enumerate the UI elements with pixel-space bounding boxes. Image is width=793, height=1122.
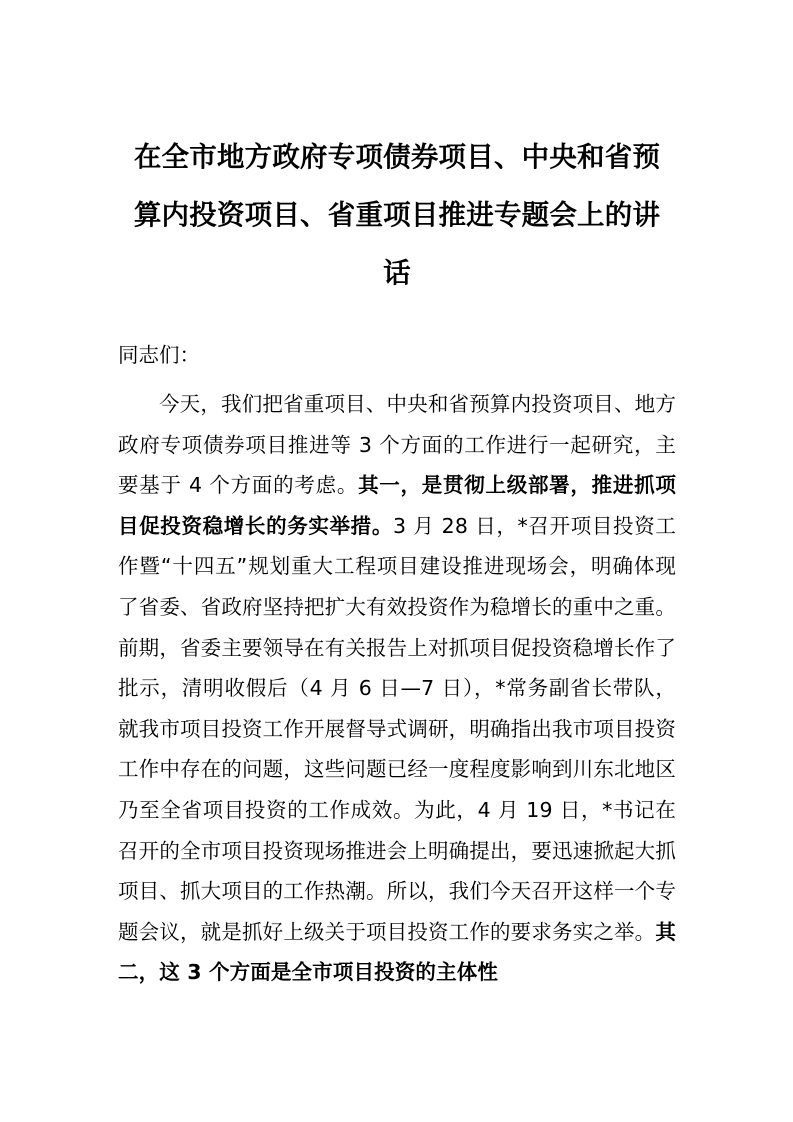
salutation: 同志们： — [118, 343, 200, 367]
title-line-2: 算内投资项目、省重项目推进专题会上的讲 — [133, 199, 661, 231]
document-page — [118, 128, 676, 993]
title-line-1: 在全市地方政府专项债券项目、中央和省预 — [133, 141, 661, 173]
paragraph-emphasis-segment: 其一，是贯彻上级部署，推进抓项目促投资稳增长的务实举措。 — [118, 473, 677, 538]
title-line-3: 话 — [383, 257, 411, 289]
paragraph-emphasis-segment: 其二，这 3 个方面是全市项目投资的主体性 — [118, 919, 676, 985]
paragraph-text-segment: 3 月 28 日，*召开项目投资工作暨“十四五”规划重大工程项目建设推进现场会，明确体现了省委、省政府坚持把扩大有效投资作为稳增长的重中之重。前期，省委主要领导在有关报告上对抓项目促投资稳增长作了批示，清明收假后（4 月 6 日—7 日），*常务副省长带队，就我市项目投资工作开展督导式调研，明确指出我市项目投资工作中存在的问题，这些问题已经一度程度影响到川东北地区乃至全省项目投资的工作成效。为此，4 月 19 日，*书记在召开的全市项目投资现场推进会上明确提出，要迅速掀起大抓项目、抓大项目的工作热潮。所以，我们今天召开这样一个专题会议，就是抓好上级关于项目投资工作的要求务实之举。 — [118, 513, 676, 944]
body-paragraph — [118, 384, 676, 993]
document-title — [118, 128, 676, 302]
paragraph-text-segment: 今天，我们把省重项目、中央和省预算内投资项目、地方政府专项债券项目推进等 3 个方面的工作进行一起研究，主要基于 4 个方面的考虑。 — [118, 392, 676, 498]
